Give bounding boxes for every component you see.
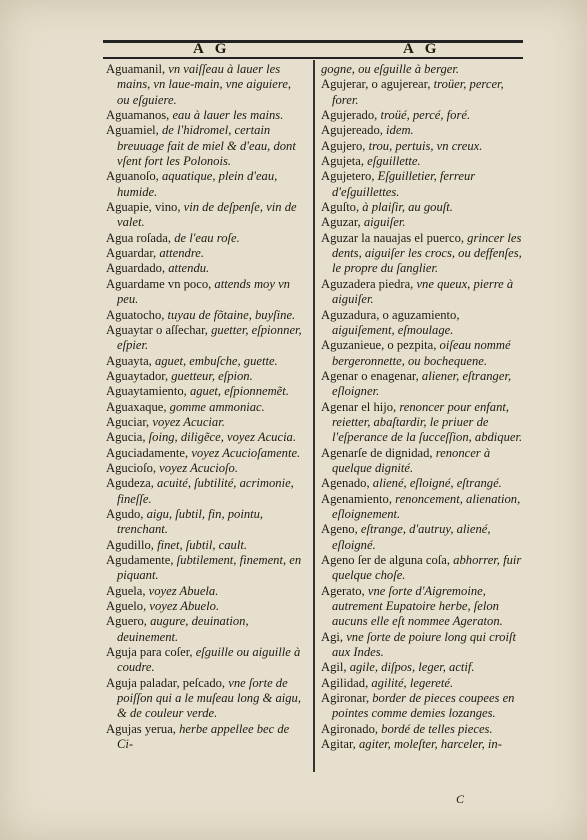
entry-headword: Agujerar, o agujerear,	[321, 77, 431, 92]
entry-headword: Agilidad,	[321, 675, 369, 690]
entry-definition: bordé de telles pieces.	[378, 721, 493, 736]
dictionary-entry	[106, 446, 306, 461]
dictionary-entry	[321, 369, 524, 400]
entry-headword: Aguciar,	[106, 414, 150, 429]
header-right: A G	[403, 41, 441, 57]
entry-headword: Aguamiel,	[106, 123, 159, 138]
entry-headword: Aguaxaque,	[106, 399, 167, 414]
dictionary-entry	[321, 584, 524, 630]
dictionary-entry	[321, 108, 524, 123]
dictionary-entry	[321, 139, 524, 154]
entry-headword: Aguamanil,	[106, 62, 166, 76]
entry-headword: Aguzadera piedra,	[321, 276, 414, 291]
entry-headword: Agerato,	[321, 583, 365, 598]
entry-definition: agile, diſpos, leger, actif.	[346, 660, 475, 675]
entry-headword: Aguja paladar, peſcado,	[106, 675, 226, 690]
entry-headword: Aguaytar o aſſechar,	[106, 322, 208, 337]
dictionary-entry	[106, 676, 306, 722]
entry-definition: abhorrer, fuir quelque choſe.	[332, 553, 522, 583]
entry-definition: troüé, percé, foré.	[377, 108, 471, 123]
dictionary-entry	[321, 722, 524, 737]
entry-headword: Agenado,	[321, 476, 370, 491]
entry-headword: Aguardame vn poco,	[106, 276, 212, 291]
entry-headword: Aguero,	[106, 614, 147, 629]
entry-definition: eſguille ou aiguille à coudre.	[117, 645, 301, 675]
entry-headword: Agujetero,	[321, 169, 375, 184]
entry-headword: Agironado,	[321, 721, 379, 736]
entry-headword: Agudeza,	[106, 476, 154, 491]
entry-definition: eſguillette.	[364, 154, 421, 169]
dictionary-entry	[106, 584, 306, 599]
entry-definition: vne ſorte de poiſſon qui a le muſeau long & aigu, & de couleur verde.	[117, 675, 301, 721]
entry-headword: Agenar el hijo,	[321, 399, 397, 414]
entry-headword: Agudillo,	[106, 537, 154, 552]
dictionary-entry	[106, 614, 306, 645]
dictionary-entry	[106, 599, 306, 614]
entry-definition: voyez Acucioſamente.	[188, 445, 301, 460]
entry-definition: voyez Acuciar.	[149, 414, 225, 429]
entry-definition: herbe appellee bec de Ci-	[117, 721, 290, 752]
dictionary-entry	[321, 737, 524, 752]
dictionary-entry	[106, 261, 306, 276]
dictionary-entry	[321, 400, 524, 446]
entry-definition: eſtrange, d'autruy, aliené, eſloigné.	[332, 522, 491, 552]
dictionary-entry	[321, 77, 524, 108]
dictionary-entry	[106, 553, 306, 584]
entry-definition: gogne, ou eſguille à berger.	[321, 62, 460, 76]
catchword: C	[456, 792, 465, 806]
entry-headword: Aguciadamente,	[106, 445, 189, 460]
dictionary-entry	[106, 415, 306, 430]
dictionary-entry	[106, 277, 306, 308]
dictionary-entry	[321, 522, 524, 553]
entry-definition: aliené, eſloigné, eſtrangé.	[369, 476, 502, 491]
entry-definition: idem.	[382, 123, 414, 138]
entry-headword: Aguayta,	[106, 353, 152, 368]
dictionary-entry	[321, 169, 524, 200]
entry-definition: ſoing, diligẽce, voyez Acucia.	[145, 430, 297, 445]
dictionary-entry	[321, 553, 524, 584]
dictionary-entry	[321, 691, 524, 722]
entry-definition: renoncement, alienation, eſloignement.	[332, 491, 521, 521]
dictionary-entry	[321, 154, 524, 169]
entry-headword: Agi,	[321, 629, 344, 644]
dictionary-entry	[106, 354, 306, 369]
entry-headword: Aguſto,	[321, 200, 360, 215]
entry-definition: à plaiſir, au gouſt.	[359, 200, 453, 215]
entry-headword: Aguapie, vino,	[106, 200, 181, 215]
dictionary-entry	[321, 492, 524, 523]
entry-headword: Ageno ſer de alguna coſa,	[321, 553, 451, 567]
entry-headword: Aguardado,	[106, 261, 166, 276]
dictionary-entry	[321, 338, 524, 369]
entry-definition: renoncer pour enfant, reietter, abaſtardir, le priuer de l'eſperance de la ſucceſſion, abdiquer.	[332, 399, 523, 445]
dictionary-entry	[106, 430, 306, 445]
dictionary-entry	[321, 62, 524, 77]
running-header	[103, 32, 523, 62]
dictionary-entry	[106, 169, 306, 200]
dictionary-entry	[321, 215, 524, 230]
dictionary-entry	[106, 476, 306, 507]
entry-definition: tuyau de fõtaine, buyſine.	[164, 307, 296, 322]
entry-definition: renoncer à quelque dignité.	[332, 445, 491, 475]
entry-definition: voyez Abuela.	[145, 583, 219, 598]
dictionary-entry	[106, 507, 306, 538]
entry-definition: voyez Acucioſo.	[156, 460, 238, 475]
dictionary-entry	[106, 231, 306, 246]
entry-headword: Aguatocho,	[106, 307, 165, 322]
dictionary-entry	[106, 722, 306, 753]
entry-definition: aiguiſement, eſmoulage.	[332, 322, 454, 337]
entry-headword: Agil,	[321, 660, 347, 675]
dictionary-entry	[321, 630, 524, 661]
header-rule-bottom	[103, 57, 523, 59]
entry-definition: oiſeau nommé bergeronnette, ou bochequene.	[332, 338, 511, 368]
dictionary-entry	[106, 538, 306, 553]
dictionary-entry	[106, 123, 306, 169]
dictionary-entry	[321, 308, 524, 339]
entry-definition: vne queux, pierre à aiguiſer.	[332, 276, 514, 307]
entry-definition: eau à lauer les mains.	[169, 108, 284, 123]
entry-headword: Agua roſada,	[106, 230, 172, 245]
entry-headword: Aguzar la nauajas el puerco,	[321, 230, 465, 245]
entry-definition: attends moy vn peu.	[117, 276, 290, 307]
entry-headword: Aguanoſo,	[106, 169, 159, 184]
entry-definition: vne ſorte d'Aigremoine, autrement Eupatoire herbe, ſelon aucuns elle eſt nommee Ageraton.	[332, 583, 503, 629]
entry-definition: aquatique, plein d'eau, humide.	[117, 169, 278, 199]
entry-definition: vin de deſpenſe, vin de valet.	[117, 200, 297, 230]
entry-headword: Aguardar,	[106, 246, 157, 261]
entry-definition: vn vaiſſeau à lauer les mains, vn laue-main, vne aiguiere, ou eſguiere.	[117, 62, 292, 107]
dictionary-entry	[321, 676, 524, 691]
entry-definition: agiter, moleſter, harceler, in-	[355, 737, 502, 752]
entry-definition: grincer les dents, aiguiſer les crocs, ou deffenſes, le propre du ſanglier.	[332, 230, 522, 276]
entry-headword: Agujereado,	[321, 123, 383, 138]
entry-definition: aliener, eſtranger, eſloigner.	[332, 368, 512, 399]
entry-headword: Agenamiento,	[321, 491, 392, 506]
dictionary-entry	[321, 200, 524, 215]
entry-headword: Agudamente,	[106, 553, 174, 567]
entry-headword: Aguela,	[106, 583, 146, 598]
dictionary-entry	[321, 476, 524, 491]
entry-headword: Aguzadura, o aguzamiento,	[321, 307, 460, 322]
dictionary-entry	[106, 108, 306, 123]
entry-definition: voyez Abuelo.	[146, 599, 220, 614]
entry-definition: troüer, percer, forer.	[332, 77, 504, 107]
entry-definition: gomme ammoniac.	[166, 399, 265, 414]
entry-headword: Agujas yerua,	[106, 721, 176, 736]
dictionary-entry	[106, 461, 306, 476]
entry-definition: aiguiſer.	[360, 215, 406, 230]
column-divider	[313, 60, 315, 772]
dictionary-entry	[106, 200, 306, 231]
entry-headword: Aguaytador,	[106, 368, 169, 383]
entry-headword: Ageno,	[321, 522, 358, 537]
header-left: A G	[193, 41, 231, 57]
entry-definition: augure, deuination, deuinement.	[117, 614, 249, 644]
entry-definition: Eſguilletier, ferreur d'eſguillettes.	[332, 169, 476, 199]
entry-headword: Agenar o enagenar,	[321, 368, 419, 383]
entry-headword: Agujeta,	[321, 154, 365, 169]
left-column	[106, 62, 306, 752]
entry-definition: finet, ſubtil, cault.	[153, 537, 247, 552]
entry-definition: vne ſorte de poiure long qui croiſt aux Indes.	[332, 629, 516, 660]
entry-headword: Aguja para coſer,	[106, 645, 193, 660]
entry-headword: Agironar,	[321, 691, 370, 706]
entry-definition: aigu, ſubtil, fin, pointu, trenchant.	[117, 506, 264, 537]
dictionary-entry	[321, 446, 524, 477]
dictionary-entry	[106, 246, 306, 261]
dictionary-entry	[106, 400, 306, 415]
entry-definition: agilité, legereté.	[368, 675, 454, 690]
right-column	[321, 62, 524, 752]
entry-headword: Agucioſo,	[106, 460, 157, 475]
entry-definition: ſubtilement, finement, en piquant.	[117, 553, 302, 583]
dictionary-entry	[321, 660, 524, 675]
entry-definition: de l'eau roſe.	[171, 230, 240, 245]
dictionary-entry	[106, 369, 306, 384]
dictionary-entry	[321, 231, 524, 277]
entry-headword: Aguzar,	[321, 215, 361, 230]
entry-headword: Aguelo,	[106, 599, 147, 614]
dictionary-entry	[106, 645, 306, 676]
entry-headword: Agudo,	[106, 506, 144, 521]
dictionary-entry	[106, 384, 306, 399]
dictionary-entry	[106, 62, 306, 108]
entry-headword: Aguamanos,	[106, 108, 170, 123]
entry-headword: Aguaytamiento,	[106, 384, 187, 399]
entry-definition: trou, pertuis, vn creux.	[365, 138, 483, 153]
dictionary-entry	[106, 323, 306, 354]
dictionary-entry	[321, 123, 524, 138]
entry-definition: guetter, eſpionner, eſpier.	[117, 322, 302, 353]
entry-headword: Agujerado,	[321, 108, 378, 123]
entry-headword: Agenarſe de dignidad,	[321, 445, 433, 460]
entry-definition: aguet, embuſche, guette.	[151, 353, 278, 368]
entry-definition: aguet, eſpionnemẽt.	[186, 384, 289, 399]
entry-definition: attendu.	[165, 261, 210, 276]
entry-headword: Aguzanieue, o pezpita,	[321, 338, 437, 353]
entry-headword: Agitar,	[321, 737, 356, 752]
entry-definition: attendre.	[156, 246, 205, 261]
entry-headword: Agucia,	[106, 430, 146, 445]
entry-definition: border de pieces coupees en pointes comme demies lozanges.	[332, 691, 515, 721]
dictionary-entry	[106, 308, 306, 323]
entry-definition: guetteur, eſpion.	[168, 368, 253, 383]
entry-headword: Agujero,	[321, 138, 366, 153]
entry-definition: de l'hidromel, certain breuuage fait de miel & d'eau, dont vſent fort les Polonois.	[117, 123, 296, 169]
dictionary-entry	[321, 277, 524, 308]
entry-definition: acuité, ſubtilité, acrimonie, fineſſe.	[117, 476, 294, 506]
header-rule-top	[103, 40, 523, 43]
